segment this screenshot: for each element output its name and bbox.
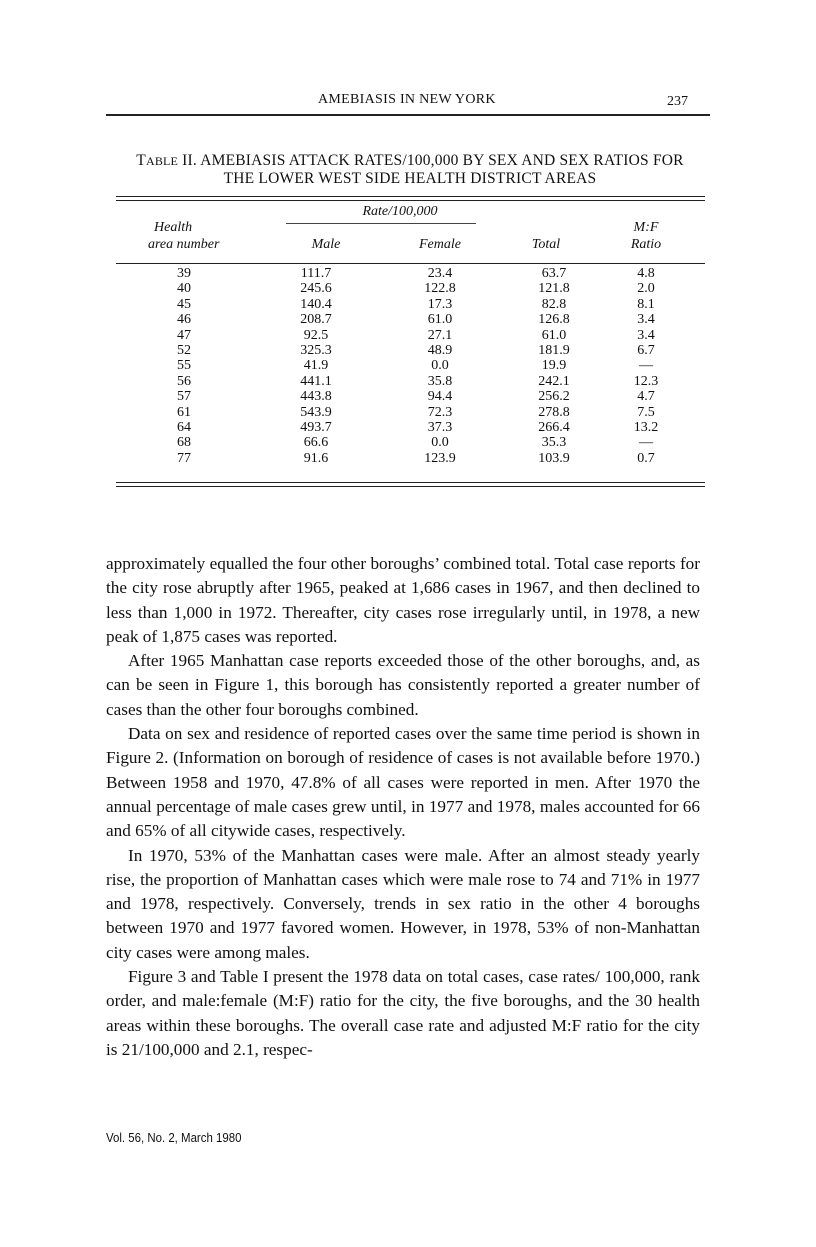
cell-area-number: 56: [177, 373, 191, 389]
cell-mf-ratio: 4.7: [637, 389, 655, 405]
cell-area-number: 61: [177, 404, 191, 420]
caption-number: II.: [182, 152, 197, 169]
rate-group-label: Rate/100,000: [362, 204, 438, 219]
table-row: [116, 435, 705, 450]
cell-female-rate: 37.3: [427, 419, 453, 435]
cell-male-rate: 208.7: [300, 312, 332, 328]
cell-mf-ratio: —: [639, 435, 653, 451]
table-row: [116, 312, 705, 327]
cell-male-rate: 140.4: [300, 296, 332, 312]
cell-female-rate: 23.4: [427, 266, 453, 281]
cell-total-rate: 103.9: [538, 450, 570, 466]
table-row: [116, 281, 705, 296]
cell-total-rate: 121.8: [538, 281, 570, 297]
cell-female-rate: 0.0: [431, 435, 449, 451]
cell-area-number: 55: [177, 358, 191, 374]
table-row: [116, 328, 705, 343]
cell-mf-ratio: 12.3: [633, 373, 659, 389]
cell-female-rate: 122.8: [424, 281, 456, 297]
cell-total-rate: 256.2: [538, 389, 570, 405]
cell-area-number: 39: [177, 266, 191, 281]
cell-mf-ratio: 2.0: [637, 281, 655, 297]
cell-female-rate: 94.4: [427, 389, 453, 405]
cell-male-rate: 92.5: [303, 327, 329, 343]
cell-female-rate: 61.0: [427, 312, 453, 328]
cell-total-rate: 242.1: [538, 373, 570, 389]
cell-total-rate: 19.9: [541, 358, 567, 374]
table-body: [116, 266, 705, 466]
table-row: [116, 343, 705, 358]
cell-total-rate: 82.8: [541, 296, 567, 312]
cell-male-rate: 91.6: [303, 450, 329, 466]
cell-male-rate: 41.9: [303, 358, 329, 374]
cell-total-rate: 61.0: [541, 327, 567, 343]
cell-female-rate: 0.0: [431, 358, 449, 374]
cell-mf-ratio: 8.1: [637, 296, 655, 312]
col-head-health-line2: area number: [148, 237, 220, 252]
table-row: [116, 420, 705, 435]
cell-area-number: 68: [177, 435, 191, 451]
table-top-rule: [116, 196, 705, 201]
cell-mf-ratio: 13.2: [633, 419, 659, 435]
cell-female-rate: 123.9: [424, 450, 456, 466]
table-row: [116, 358, 705, 373]
cell-male-rate: 111.7: [300, 266, 332, 281]
cell-area-number: 57: [177, 389, 191, 405]
cell-female-rate: 35.8: [427, 373, 453, 389]
table-row: [116, 451, 705, 466]
page-number: 237: [667, 94, 688, 109]
cell-total-rate: 35.3: [541, 435, 567, 451]
caption-prefix-small: ABLE: [145, 154, 179, 168]
footer-citation: Vol. 56, No. 2, March 1980: [106, 1130, 242, 1145]
cell-female-rate: 17.3: [427, 296, 453, 312]
cell-male-rate: 66.6: [303, 435, 329, 451]
cell-area-number: 45: [177, 296, 191, 312]
col-head-ratio-line2: Ratio: [630, 237, 662, 252]
paragraph: Data on sex and residence of reported cases over the same time period is shown in Figure 2. (Information on borough of residence of cases is not available before 1970.) Between 1958 and 1970, 47.8% of all cases were reported in men. After 1970 the annual percentage of male cases grew until, in 1977 and 1978, males accounted for 66 and 65% of all citywide cases, respectively.: [106, 724, 700, 841]
cell-male-rate: 493.7: [300, 419, 332, 435]
cell-area-number: 77: [177, 450, 191, 466]
cell-mf-ratio: 4.8: [637, 266, 655, 281]
caption-prefix-big: T: [136, 152, 146, 169]
table-row: [116, 389, 705, 404]
col-head-ratio-line1: M:F: [633, 220, 659, 235]
col-head-female: Female: [419, 237, 461, 252]
cell-total-rate: 278.8: [538, 404, 570, 420]
cell-mf-ratio: 3.4: [637, 312, 655, 328]
paragraph: After 1965 Manhattan case reports exceeded those of the other boroughs, and, as can be seen in Figure 1, this borough has consistently reported a greater number of cases than the other four boroughs combined.: [106, 651, 700, 719]
cell-total-rate: 126.8: [538, 312, 570, 328]
col-head-health-line1: Health: [154, 220, 193, 235]
table-row: [116, 405, 705, 420]
table-caption-line1: [112, 152, 708, 170]
cell-mf-ratio: 7.5: [637, 404, 655, 420]
cell-total-rate: 266.4: [538, 419, 570, 435]
table-row: [116, 266, 705, 281]
cell-mf-ratio: 0.7: [637, 450, 655, 466]
table-row: [116, 297, 705, 312]
table-row: [116, 374, 705, 389]
caption-text-2: THE LOWER WEST SIDE HEALTH DISTRICT AREAS: [223, 170, 597, 187]
cell-area-number: 46: [177, 312, 191, 328]
cell-area-number: 52: [177, 342, 191, 358]
cell-male-rate: 543.9: [300, 404, 332, 420]
cell-mf-ratio: 6.7: [637, 342, 655, 358]
table-bottom-rule: [116, 482, 705, 487]
cell-mf-ratio: —: [639, 358, 653, 374]
cell-area-number: 47: [177, 327, 191, 343]
running-title: AMEBIASIS IN NEW YORK: [318, 92, 496, 107]
cell-total-rate: 63.7: [541, 266, 567, 281]
paragraph: approximately equalled the four other boroughs’ combined total. Total case reports for the city rose abruptly after 1965, peaked at 1,686 cases in 1967, and then declined to less than 1,000 in 1972. Thereafter, city cases rose irregularly until, in 1978, a new peak of 1,875 cases was reported.: [106, 554, 700, 646]
table-header-rule: [116, 263, 705, 264]
cell-male-rate: 443.8: [300, 389, 332, 405]
cell-total-rate: 181.9: [538, 342, 570, 358]
paragraph: Figure 3 and Table I present the 1978 data on total cases, case rates/ 100,000, rank order, and male:female (M:F) ratio for the city, the five boroughs, and the 30 health areas within these boroughs. The overall case rate and adjusted M:F ratio for the city is 21/100,000 and 2.1, respec-: [106, 967, 700, 1059]
cell-male-rate: 325.3: [300, 342, 332, 358]
rate-group-underline: [286, 223, 476, 224]
cell-female-rate: 72.3: [427, 404, 453, 420]
running-head: [106, 90, 710, 116]
cell-mf-ratio: 3.4: [637, 327, 655, 343]
table-caption: [112, 152, 708, 187]
cell-area-number: 64: [177, 419, 191, 435]
caption-text-1: AMEBIASIS ATTACK RATES/100,000 BY SEX AND SEX RATIOS FOR: [200, 152, 684, 169]
col-head-health-area: [148, 219, 258, 253]
col-head-ratio: [616, 219, 676, 253]
paragraph: In 1970, 53% of the Manhattan cases were male. After an almost steady yearly rise, the proportion of Manhattan cases which were male rose to 74 and 71% in 1977 and 1978, respectively. Conversely, trends in sex ratio in the other 4 boroughs between 1970 and 1977 favored women. However, in 1978, 53% of non-Manhattan city cases were among males.: [106, 845, 700, 962]
body-text: [106, 552, 700, 1062]
cell-male-rate: 245.6: [300, 281, 332, 297]
cell-female-rate: 27.1: [427, 327, 453, 343]
cell-area-number: 40: [177, 281, 191, 297]
cell-male-rate: 441.1: [300, 373, 332, 389]
cell-female-rate: 48.9: [427, 342, 453, 358]
col-head-male: Male: [311, 237, 341, 252]
col-head-total: Total: [531, 237, 561, 252]
